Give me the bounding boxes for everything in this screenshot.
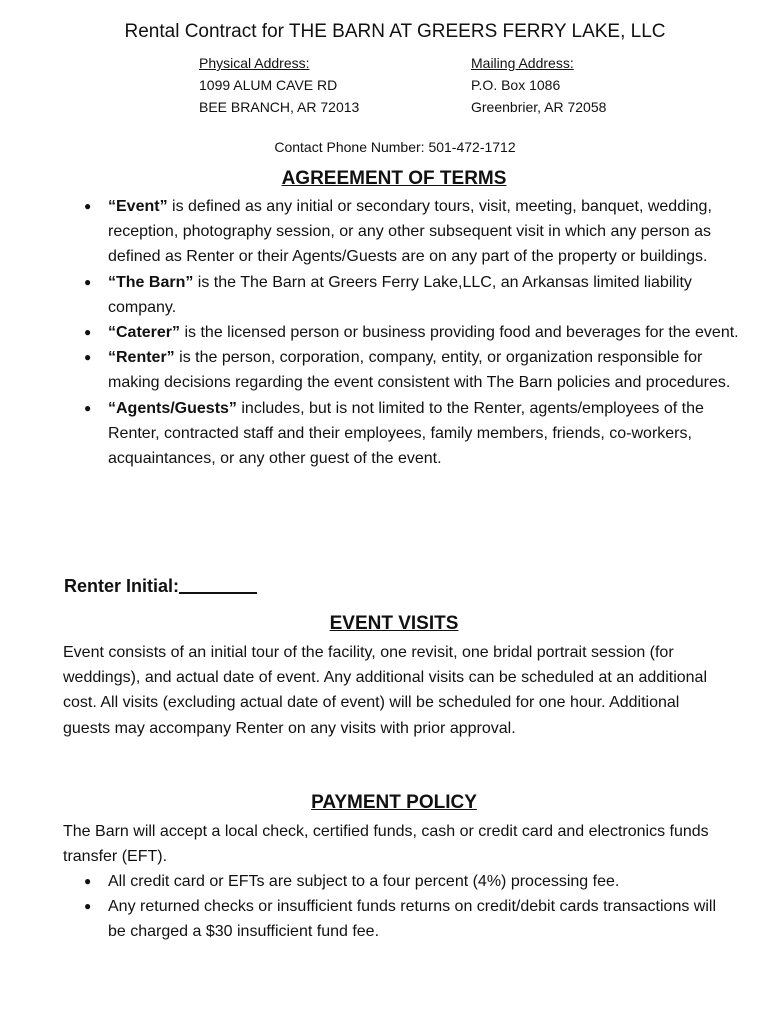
mailing-address bbox=[471, 52, 606, 118]
event-visits-heading: EVENT VISITS bbox=[329, 613, 459, 634]
definition-item-event bbox=[84, 194, 744, 270]
definition-item-caterer bbox=[84, 320, 744, 345]
definitions-list bbox=[84, 194, 744, 471]
payment-policy-list bbox=[84, 869, 734, 945]
mailing-address-line1: P.O. Box 1086 bbox=[471, 77, 561, 93]
definition-item-renter bbox=[84, 345, 744, 395]
payment-policy-item: ● All credit card or EFTs are subject to a four percent (4%) processing fee. bbox=[84, 869, 734, 894]
contact-phone: Contact Phone Number: 501-472-1712 bbox=[274, 139, 516, 155]
mailing-address-line2: Greenbrier, AR 72058 bbox=[471, 99, 607, 115]
definition-text: is the person, corporation, company, entity, or organization responsible for making decisions regarding the event consistent with The Barn policies and procedures. bbox=[108, 349, 731, 392]
mailing-address-label: Mailing Address: bbox=[471, 55, 574, 71]
physical-address-line2: BEE BRANCH, AR 72013 bbox=[199, 99, 360, 115]
definition-text: is the licensed person or business providing food and beverages for the event. bbox=[180, 324, 739, 342]
document-title: Rental Contract for THE BARN AT GREERS FERRY LAKE, LLC bbox=[124, 21, 666, 42]
physical-address-label: Physical Address: bbox=[199, 55, 310, 71]
definition-term: “Renter” bbox=[108, 349, 175, 367]
physical-address-line1: 1099 ALUM CAVE RD bbox=[199, 77, 338, 93]
definition-term: “Agents/Guests” bbox=[108, 399, 237, 417]
physical-address bbox=[199, 52, 359, 118]
renter-initial-label: Renter Initial: bbox=[64, 576, 180, 596]
definition-item-agents-guests bbox=[84, 396, 744, 472]
definition-text: includes, but is not limited to the Renter, agents/employees of the Renter, contracted staff and their employees, family members, friends, co-workers, acquaintances, or any other guest of the event. bbox=[108, 399, 704, 468]
definition-term: “Event” bbox=[108, 198, 168, 215]
agreement-heading: AGREEMENT OF TERMS bbox=[281, 168, 507, 189]
payment-policy-intro: The Barn will accept a local check, certified funds, cash or credit card and electronics funds transfer (EFT). bbox=[63, 823, 709, 866]
definition-text: is the The Barn at Greers Ferry Lake,LLC, an Arkansas limited liability company. bbox=[108, 273, 692, 316]
renter-initial bbox=[64, 574, 257, 597]
definition-text: is defined as any initial or secondary tours, visit, meeting, banquet, wedding, reception, photography session, or any other subsequent visit in which any person as defined as Renter or their Agents/Guests are on any part of the property or buildings. bbox=[108, 198, 712, 266]
definition-item-the-barn bbox=[84, 270, 744, 320]
definition-term: “The Barn” bbox=[108, 273, 194, 291]
definition-term: “Caterer” bbox=[108, 324, 181, 342]
payment-policy-heading: PAYMENT POLICY bbox=[311, 792, 477, 813]
event-visits-text: Event consists of an initial tour of the facility, one revisit, one bridal portrait session (for weddings), and actual date of event. Any additional visits can be scheduled at an additional cost. All visits (excluding actual date of event) will be scheduled for one hour. Additional guests may accompany Renter on any visits with prior approval. bbox=[63, 644, 707, 737]
payment-policy-item: ● Any returned checks or insufficient funds returns on credit/debit cards transactions will be charged a $30 insufficient fund fee. bbox=[84, 894, 734, 944]
renter-initial-blank[interactable] bbox=[179, 574, 257, 594]
